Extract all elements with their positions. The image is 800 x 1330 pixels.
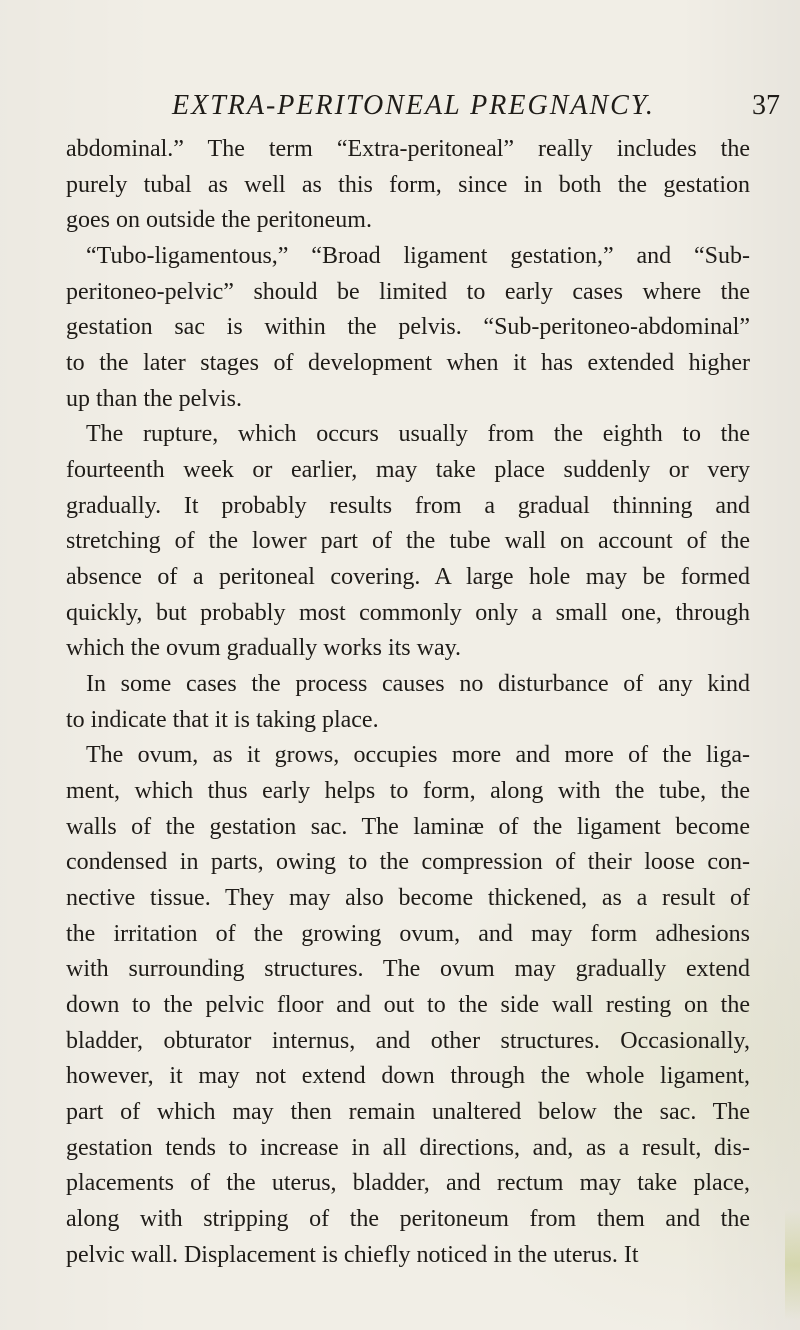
text-line-6: gestation sac is within the pelvis. “Sub-peritoneo-abdominal” bbox=[66, 314, 750, 341]
text-line-9: The rupture, which occurs usually from the eighth to the bbox=[86, 421, 750, 448]
text-line-13: absence of a peritoneal covering. A large hole may be formed bbox=[66, 564, 750, 591]
text-line-11: gradually. It probably results from a gradual thinning and bbox=[66, 492, 750, 519]
text-line-31: along with stripping of the peritoneum from them and the bbox=[66, 1206, 750, 1233]
text-line-29: gestation tends to increase in all directions, and, as a result, dis- bbox=[66, 1134, 750, 1161]
text-line-5: peritoneo-pelvic” should be limited to early cases where the bbox=[66, 278, 750, 305]
text-line-1: abdominal.” The term “Extra-peritoneal” really includes the bbox=[66, 136, 750, 162]
text-line-19: ment, which thus early helps to form, along with the tube, the bbox=[66, 778, 750, 805]
body-text bbox=[66, 132, 750, 1272]
text-line-4: “Tubo-ligamentous,” “Broad ligament gestation,” and “Sub- bbox=[86, 243, 750, 270]
text-line-17: to indicate that it is taking place. bbox=[66, 706, 379, 733]
text-line-32: pelvic wall. Displacement is chiefly noticed in the uterus. It bbox=[66, 1241, 639, 1268]
text-line-21: condensed in parts, owing to the compression of their loose con- bbox=[66, 849, 750, 876]
text-line-2: purely tubal as well as this form, since in both the gestation bbox=[66, 171, 750, 198]
text-line-15: which the ovum gradually works its way. bbox=[66, 635, 462, 662]
text-line-18: The ovum, as it grows, occupies more and more of the liga- bbox=[86, 742, 750, 769]
text-line-25: down to the pelvic floor and out to the side wall resting on the bbox=[66, 992, 750, 1019]
running-title: EXTRA-PERITONEAL PREGNANCY. bbox=[172, 90, 655, 121]
text-line-28: part of which may then remain unaltered below the sac. The bbox=[66, 1099, 750, 1126]
text-line-8: up than the pelvis. bbox=[66, 385, 242, 412]
text-line-20: walls of the gestation sac. The laminæ of the ligament become bbox=[66, 813, 750, 840]
text-line-26: bladder, obturator internus, and other structures. Occasionally, bbox=[66, 1027, 750, 1054]
text-line-24: with surrounding structures. The ovum may gradually extend bbox=[66, 956, 750, 983]
text-line-3: goes on outside the peritoneum. bbox=[66, 207, 372, 234]
page-edge-stain bbox=[785, 1210, 800, 1320]
text-line-22: nective tissue. They may also become thickened, as a result of bbox=[66, 885, 750, 912]
text-line-27: however, it may not extend down through the whole ligament, bbox=[66, 1063, 750, 1090]
text-line-10: fourteenth week or earlier, may take place suddenly or very bbox=[66, 457, 750, 484]
text-line-16: In some cases the process causes no disturbance of any kind bbox=[86, 671, 750, 698]
text-line-30: placements of the uterus, bladder, and rectum may take place, bbox=[66, 1170, 750, 1197]
page-number: 37 bbox=[752, 90, 780, 121]
text-line-12: stretching of the lower part of the tube wall on account of the bbox=[66, 528, 750, 555]
text-line-23: the irritation of the growing ovum, and may form adhesions bbox=[66, 920, 750, 947]
text-line-7: to the later stages of development when it has extended higher bbox=[66, 350, 750, 377]
text-line-14: quickly, but probably most commonly only a small one, through bbox=[66, 599, 750, 626]
